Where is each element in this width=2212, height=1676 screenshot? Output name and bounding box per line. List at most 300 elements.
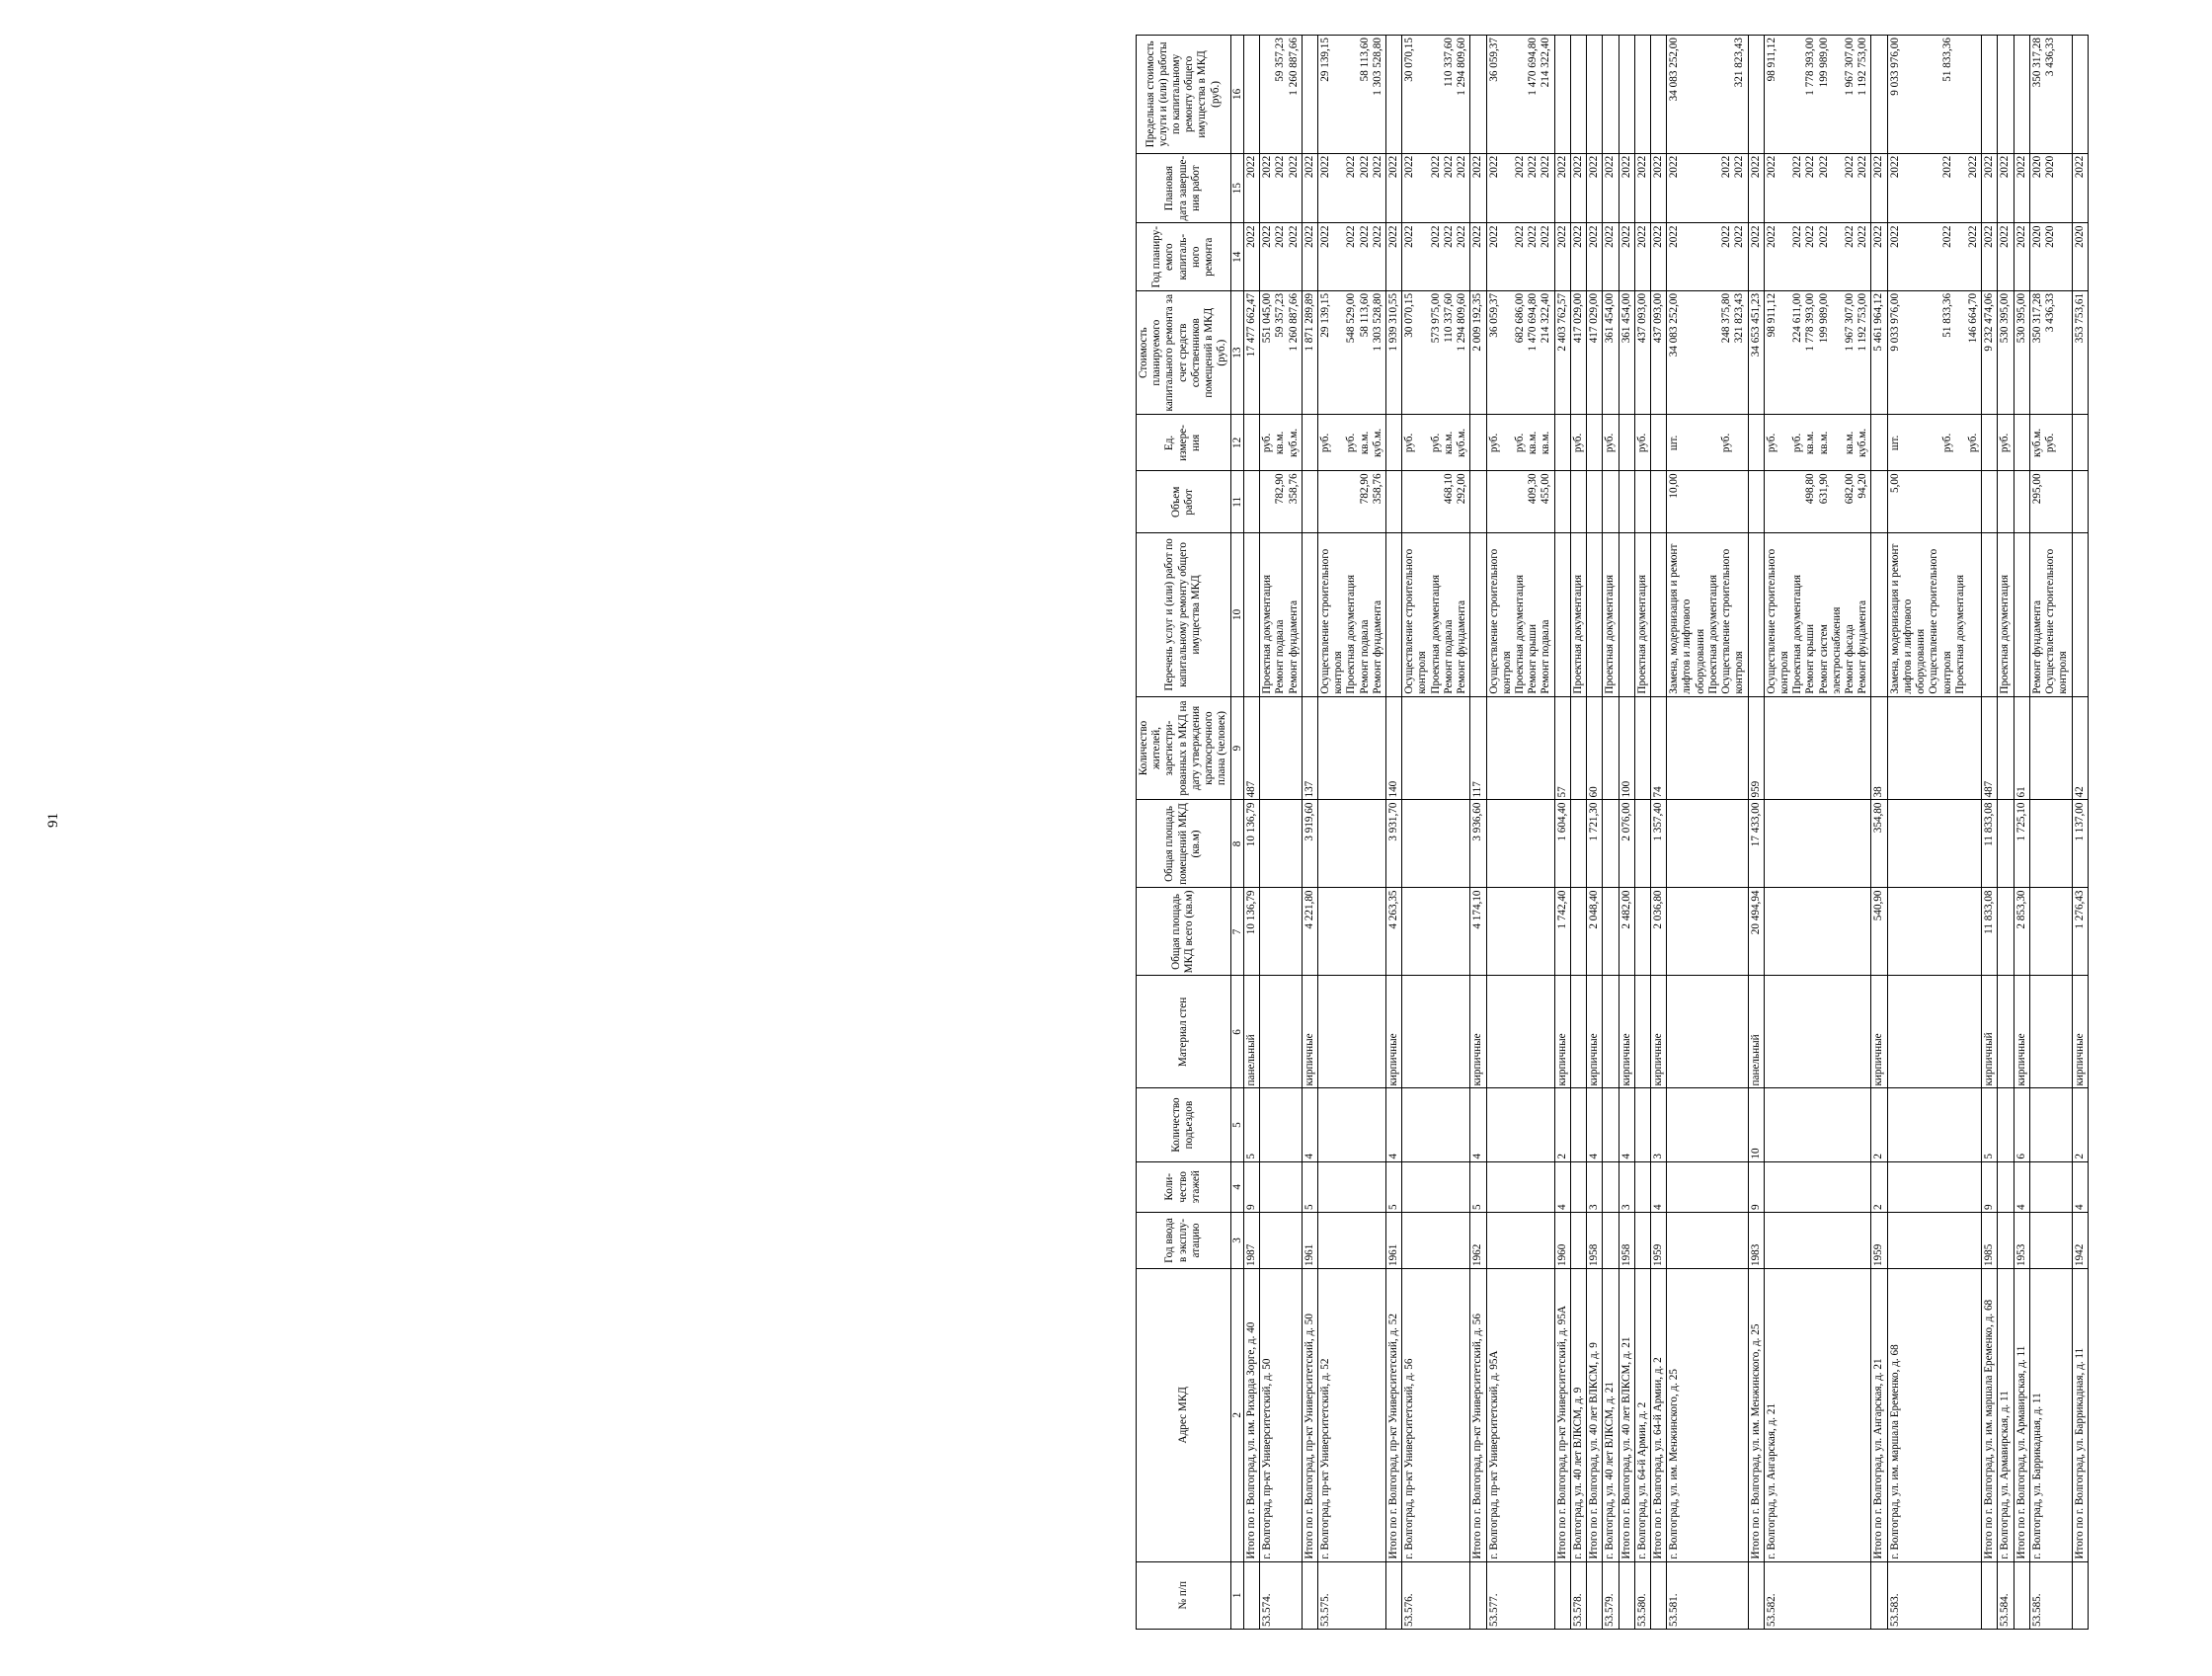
cell-premises-area [1260, 800, 1303, 888]
cell-residents [1634, 696, 1650, 800]
cell-cost: 30 070,15 573 975,00 110 337,60 1 294 809,60 [1402, 290, 1470, 414]
cell-repair-year: 2022 2022 2022 2022 [1317, 223, 1385, 290]
cell-address: г. Волгоград, ул. 64-й Армии, д. 2 [1634, 1269, 1650, 1562]
cell-row-number: 53.576. [1402, 1561, 1470, 1629]
cell-year-built [1998, 1212, 2014, 1268]
cell-completion-date: 2022 [1650, 153, 1666, 223]
cell-floors [1887, 1161, 1982, 1212]
cell-address: Итого по г. Волгоград, пр-кт Университетский, д. 95А [1554, 1269, 1570, 1562]
table-row [1634, 36, 1650, 1630]
cell-repair-year: 2022 [1998, 223, 2014, 290]
cell-year-built: 1987 [1243, 1212, 1259, 1268]
column-header: Коли-чество этажей [1137, 1161, 1231, 1212]
cell-max-cost: 98 911,12 1 778 393,00 199 989,00 1 967 307,00 1 192 753,00 [1764, 36, 1871, 154]
cell-cost: 361 454,00 [1619, 290, 1634, 414]
cell-cost: 417 029,00 [1587, 290, 1603, 414]
cell-entrances [1603, 1088, 1619, 1161]
cell-unit: шт. руб. руб. [1887, 415, 1982, 471]
cell-repair-year: 2022 [1871, 223, 1887, 290]
table-row [1587, 36, 1603, 1630]
cell-residents: 60 [1587, 696, 1603, 800]
cell-address: г. Волгоград, ул. Ангарская, д. 21 [1764, 1269, 1871, 1562]
table-row [1470, 36, 1486, 1630]
cell-work-volume [1603, 471, 1619, 533]
column-number: 6 [1230, 976, 1243, 1088]
cell-residents: 74 [1650, 696, 1666, 800]
cell-completion-date: 2022 [1243, 153, 1259, 223]
cell-premises-area [1634, 800, 1650, 888]
column-header: Стоимость планируемого капитального ремонта за счет средств собственников помещений в МКД (руб.) [1137, 290, 1231, 414]
cell-repair-year: 2022 [1650, 223, 1666, 290]
table-row [1887, 36, 1982, 1630]
table-row [1871, 36, 1887, 1630]
cell-premises-area [1764, 800, 1871, 888]
cell-year-built: 1962 [1470, 1212, 1486, 1268]
cell-address: г. Волгоград, пр-кт Университетский, д. 52 [1317, 1269, 1385, 1562]
cell-wall-material: кирпичные [1302, 976, 1317, 1088]
cell-total-area: 2 853,30 [2014, 888, 2029, 976]
cell-cost: 2 403 762,57 [1554, 290, 1570, 414]
cell-row-number: 53.578. [1570, 1561, 1586, 1629]
column-number: 13 [1230, 290, 1243, 414]
cell-entrances [1667, 1088, 1748, 1161]
cell-max-cost [1619, 36, 1634, 154]
cell-year-built [1764, 1212, 1871, 1268]
cell-cost: 29 139,15 548 529,00 58 113,60 1 303 528,80 [1317, 290, 1385, 414]
cell-unit [1587, 415, 1603, 471]
cell-unit: руб. [1998, 415, 2014, 471]
cell-unit [2014, 415, 2029, 471]
column-number: 16 [1230, 36, 1243, 154]
cell-completion-date: 2022 2022 2022 2022 [1402, 153, 1470, 223]
table-row [1650, 36, 1666, 1630]
cell-total-area [1667, 888, 1748, 976]
cell-floors [1634, 1161, 1650, 1212]
cell-address: Итого по г. Волгоград, ул. им. Менжинского, д. 25 [1748, 1269, 1764, 1562]
cell-unit [1650, 415, 1666, 471]
cell-premises-area [2029, 800, 2072, 888]
cell-row-number: 53.584. [1998, 1561, 2014, 1629]
table-row [1302, 36, 1317, 1630]
cell-work-volume [1998, 471, 2014, 533]
cell-work-volume [1470, 471, 1486, 533]
cell-year-built: 1959 [1650, 1212, 1666, 1268]
cell-premises-area [1887, 800, 1982, 888]
cell-max-cost [1748, 36, 1764, 154]
table-row [1667, 36, 1748, 1630]
cell-works-list [1619, 533, 1634, 696]
cell-cost: 2 009 192,35 [1470, 290, 1486, 414]
cell-year-built: 1958 [1619, 1212, 1634, 1268]
cell-residents [1887, 696, 1982, 800]
cell-repair-year: 2022 [1302, 223, 1317, 290]
cell-wall-material [1887, 976, 1982, 1088]
cell-premises-area: 1 604,40 [1554, 800, 1570, 888]
cell-premises-area: 17 433,00 [1748, 800, 1764, 888]
cell-cost: 437 093,00 [1634, 290, 1650, 414]
table-row [1486, 36, 1554, 1630]
cell-wall-material: кирпичные [1871, 976, 1887, 1088]
cell-works-list: Проектная документация [1998, 533, 2014, 696]
cell-completion-date: 2022 [1302, 153, 1317, 223]
cell-premises-area: 11 833,08 [1982, 800, 1998, 888]
cell-floors: 4 [2014, 1161, 2029, 1212]
cell-wall-material: кирпичные [2014, 976, 2029, 1088]
cell-wall-material [1667, 976, 1748, 1088]
cell-unit [1243, 415, 1259, 471]
cell-max-cost [1243, 36, 1259, 154]
cell-address: Итого по г. Волгоград, ул. 40 лет ВЛКСМ, д. 9 [1587, 1269, 1603, 1562]
cell-residents [1603, 696, 1619, 800]
cell-completion-date: 2022 [1386, 153, 1402, 223]
cell-floors [1570, 1161, 1586, 1212]
cell-year-built: 1959 [1871, 1212, 1887, 1268]
cell-wall-material [1603, 976, 1619, 1088]
cell-address: г. Волгоград, пр-кт Университетский, д. 95А [1486, 1269, 1554, 1562]
cell-entrances: 2 [1871, 1088, 1887, 1161]
cell-residents [1402, 696, 1470, 800]
cell-address: Итого по г. Волгоград, ул. им. маршала Еременко, д. 68 [1982, 1269, 1998, 1562]
cell-residents [1998, 696, 2014, 800]
cell-premises-area: 1 357,40 [1650, 800, 1666, 888]
cell-work-volume: 5,00 [1887, 471, 1982, 533]
cell-year-built [1317, 1212, 1385, 1268]
cell-cost: 551 045,00 59 357,23 1 260 887,66 [1260, 290, 1303, 414]
cell-repair-year: 2022 [1587, 223, 1603, 290]
table-row [1570, 36, 1586, 1630]
table-row [1619, 36, 1634, 1630]
cell-wall-material: кирпичные [2072, 976, 2088, 1088]
cell-premises-area: 2 076,00 [1619, 800, 1634, 888]
cell-completion-date: 2022 2022 2022 [1887, 153, 1982, 223]
cell-residents [2029, 696, 2072, 800]
cell-wall-material [1764, 976, 1871, 1088]
cell-cost: 530 395,00 [2014, 290, 2029, 414]
cell-works-list: Осуществление строительного контроля Проектная документация Ремонт подвала Ремонт фундамента [1402, 533, 1470, 696]
cell-max-cost [1603, 36, 1619, 154]
cell-max-cost [1570, 36, 1586, 154]
cell-repair-year: 2022 [1243, 223, 1259, 290]
cell-premises-area: 3 931,70 [1386, 800, 1402, 888]
cell-work-volume [1554, 471, 1570, 533]
cell-row-number: 53.577. [1486, 1561, 1554, 1629]
cell-premises-area [1667, 800, 1748, 888]
cell-floors [1260, 1161, 1303, 1212]
cell-work-volume [1386, 471, 1402, 533]
cell-residents: 42 [2072, 696, 2088, 800]
cell-row-number [1587, 1561, 1603, 1629]
cell-row-number [1871, 1561, 1887, 1629]
cell-address: г. Волгоград, ул. 40 лет ВЛКСМ, д. 9 [1570, 1269, 1586, 1562]
cell-wall-material [2029, 976, 2072, 1088]
cell-entrances: 4 [1587, 1088, 1603, 1161]
cell-work-volume: 295,00 [2029, 471, 2072, 533]
cell-premises-area: 3 919,60 [1302, 800, 1317, 888]
table-row [1998, 36, 2014, 1630]
cell-works-list [1243, 533, 1259, 696]
cell-wall-material: панельный [1748, 976, 1764, 1088]
cell-residents: 100 [1619, 696, 1634, 800]
cell-wall-material: панельный [1243, 976, 1259, 1088]
cell-max-cost [1386, 36, 1402, 154]
cell-floors: 4 [1650, 1161, 1666, 1212]
cell-max-cost [1998, 36, 2014, 154]
cell-works-list: Замена, модернизация и ремонт лифтов и лифтового оборудования Проектная документация Осуществление строительного контроля [1667, 533, 1748, 696]
cell-work-volume [1570, 471, 1586, 533]
cell-cost: 437 093,00 [1650, 290, 1666, 414]
cell-unit: руб. руб. кв.м. куб.м. [1317, 415, 1385, 471]
cell-completion-date: 2022 [2072, 153, 2088, 223]
cell-cost: 350 317,28 3 436,33 [2029, 290, 2072, 414]
cell-work-volume [1871, 471, 1887, 533]
cell-completion-date: 2022 [1998, 153, 2014, 223]
cell-floors: 9 [1748, 1161, 1764, 1212]
cell-premises-area: 1 721,30 [1587, 800, 1603, 888]
capital-repair-table [1136, 35, 2089, 1630]
cell-max-cost: 29 139,15 58 113,60 1 303 528,80 [1317, 36, 1385, 154]
cell-wall-material [1260, 976, 1303, 1088]
cell-completion-date: 2022 [2014, 153, 2029, 223]
cell-repair-year: 2022 [1386, 223, 1402, 290]
cell-address: Итого по г. Волгоград, ул. Армавирская, д. 11 [2014, 1269, 2029, 1562]
cell-works-list [1386, 533, 1402, 696]
cell-year-built: 1942 [2072, 1212, 2088, 1268]
cell-total-area [1260, 888, 1303, 976]
cell-address: Итого по г. Волгоград, ул. Ангарская, д. 21 [1871, 1269, 1887, 1562]
cell-floors [1317, 1161, 1385, 1212]
cell-address: Итого по г. Волгоград, пр-кт Университетский, д. 50 [1302, 1269, 1317, 1562]
column-header: Предельная стоимость услуги и (или) работы по капитальному ремонту общего имущества в МКД (руб.) [1137, 36, 1231, 154]
cell-row-number [1302, 1561, 1317, 1629]
cell-residents: 57 [1554, 696, 1570, 800]
cell-repair-year: 2022 2022 2022 [1260, 223, 1303, 290]
cell-works-list [1587, 533, 1603, 696]
cell-address: Итого по г. Волгоград, ул. им. Рихарда Зорге, д. 40 [1243, 1269, 1259, 1562]
cell-completion-date: 2022 [1619, 153, 1634, 223]
cell-completion-date: 2022 [1570, 153, 1586, 223]
table-row [2029, 36, 2072, 1630]
table-row [1764, 36, 1871, 1630]
cell-entrances [1887, 1088, 1982, 1161]
cell-premises-area [1998, 800, 2014, 888]
cell-completion-date: 2022 2022 2022 [1667, 153, 1748, 223]
cell-completion-date: 2022 [1982, 153, 1998, 223]
cell-cost: 34 653 451,23 [1748, 290, 1764, 414]
cell-year-built [1486, 1212, 1554, 1268]
cell-row-number [1554, 1561, 1570, 1629]
cell-wall-material [1998, 976, 2014, 1088]
cell-works-list [1554, 533, 1570, 696]
cell-floors: 5 [1386, 1161, 1402, 1212]
cell-works-list: Проектная документация Ремонт подвала Ремонт фундамента [1260, 533, 1303, 696]
cell-cost: 98 911,12 224 611,00 1 778 393,00 199 989,00 1 967 307,00 1 192 753,00 [1764, 290, 1871, 414]
cell-row-number: 53.574. [1260, 1561, 1303, 1629]
cell-work-volume: 10,00 [1667, 471, 1748, 533]
cell-work-volume [1650, 471, 1666, 533]
cell-wall-material [1570, 976, 1586, 1088]
cell-address: Итого по г. Волгоград, ул. Баррикадная, д. 11 [2072, 1269, 2088, 1562]
cell-floors [1998, 1161, 2014, 1212]
cell-work-volume [1619, 471, 1634, 533]
cell-year-built [1667, 1212, 1748, 1268]
cell-year-built [1603, 1212, 1619, 1268]
cell-premises-area: 10 136,79 [1243, 800, 1259, 888]
cell-completion-date: 2022 [1603, 153, 1619, 223]
page-number: 91 [45, 813, 61, 828]
cell-premises-area: 1 725,10 [2014, 800, 2029, 888]
cell-cost: 36 059,37 682 686,00 1 470 694,80 214 322,40 [1486, 290, 1554, 414]
cell-premises-area: 354,80 [1871, 800, 1887, 888]
cell-total-area: 4 221,80 [1302, 888, 1317, 976]
cell-unit: руб. [1603, 415, 1619, 471]
cell-floors: 3 [1619, 1161, 1634, 1212]
cell-premises-area [1486, 800, 1554, 888]
cell-entrances [1402, 1088, 1470, 1161]
cell-entrances: 2 [2072, 1088, 2088, 1161]
cell-unit: руб. руб. кв.м. кв.м. кв.м. куб.м. [1764, 415, 1871, 471]
cell-unit: шт. руб. [1667, 415, 1748, 471]
cell-entrances: 6 [2014, 1088, 2029, 1161]
cell-entrances: 4 [1302, 1088, 1317, 1161]
cell-cost: 5 461 964,12 [1871, 290, 1887, 414]
cell-row-number [1748, 1561, 1764, 1629]
cell-row-number: 53.579. [1603, 1561, 1619, 1629]
table-row [1386, 36, 1402, 1630]
column-header: Год планиру-емого капиталь-ного ремонта [1137, 223, 1231, 290]
cell-total-area: 4 263,35 [1386, 888, 1402, 976]
cell-year-built [1570, 1212, 1586, 1268]
cell-wall-material [1486, 976, 1554, 1088]
cell-completion-date: 2020 2020 [2029, 153, 2072, 223]
cell-total-area: 2 048,40 [1587, 888, 1603, 976]
cell-wall-material [1317, 976, 1385, 1088]
cell-row-number: 53.583. [1887, 1561, 1982, 1629]
cell-works-list [1748, 533, 1764, 696]
column-header: Количество подъездов [1137, 1088, 1231, 1161]
cell-year-built: 1953 [2014, 1212, 2029, 1268]
column-header: Количество жителей, зарегистри-рованных в МКД на дату утверждения краткосрочного плана (человек) [1137, 696, 1231, 800]
cell-total-area [1570, 888, 1586, 976]
cell-floors [1667, 1161, 1748, 1212]
cell-wall-material: кирпичные [1619, 976, 1634, 1088]
cell-row-number [1650, 1561, 1666, 1629]
cell-address: Итого по г. Волгоград, ул. 64-й Армии, д. 2 [1650, 1269, 1666, 1562]
cell-wall-material: кирпичные [1386, 976, 1402, 1088]
cell-completion-date: 2022 [1587, 153, 1603, 223]
cell-works-list [1302, 533, 1317, 696]
cell-entrances [1260, 1088, 1303, 1161]
cell-wall-material: кирпичные [1587, 976, 1603, 1088]
rotated-table-container [1136, 35, 2212, 1630]
cell-unit: руб. [1634, 415, 1650, 471]
cell-floors [1764, 1161, 1871, 1212]
cell-entrances [1486, 1088, 1554, 1161]
cell-entrances [2029, 1088, 2072, 1161]
cell-max-cost: 34 083 252,00 321 823,43 [1667, 36, 1748, 154]
cell-work-volume [1982, 471, 1998, 533]
cell-unit [1470, 415, 1486, 471]
cell-year-built [2029, 1212, 2072, 1268]
cell-repair-year: 2022 2022 2022 [1667, 223, 1748, 290]
cell-total-area: 1 742,40 [1554, 888, 1570, 976]
cell-completion-date: 2022 [1634, 153, 1650, 223]
cell-repair-year: 2020 [2072, 223, 2088, 290]
cell-year-built [1402, 1212, 1470, 1268]
column-number: 1 [1230, 1561, 1243, 1629]
cell-max-cost [2014, 36, 2029, 154]
cell-total-area [1764, 888, 1871, 976]
cell-repair-year: 2022 [1470, 223, 1486, 290]
cell-floors: 4 [2072, 1161, 2088, 1212]
cell-works-list [1470, 533, 1486, 696]
cell-entrances [1764, 1088, 1871, 1161]
cell-work-volume [1634, 471, 1650, 533]
cell-address: Итого по г. Волгоград, пр-кт Университетский, д. 56 [1470, 1269, 1486, 1562]
cell-year-built: 1961 [1386, 1212, 1402, 1268]
cell-total-area: 1 276,43 [2072, 888, 2088, 976]
cell-unit [1871, 415, 1887, 471]
column-number: 4 [1230, 1161, 1243, 1212]
cell-entrances: 4 [1470, 1088, 1486, 1161]
cell-premises-area: 1 137,00 [2072, 800, 2088, 888]
cell-year-built: 1985 [1982, 1212, 1998, 1268]
cell-premises-area: 3 936,60 [1470, 800, 1486, 888]
cell-floors: 2 [1871, 1161, 1887, 1212]
table-row [1243, 36, 1259, 1630]
cell-residents [1260, 696, 1303, 800]
cell-work-volume [1587, 471, 1603, 533]
cell-repair-year: 2020 2020 [2029, 223, 2072, 290]
cell-works-list: Замена, модернизация и ремонт лифтов и лифтового оборудования Осуществление строительного контроля Проектная документация [1887, 533, 1982, 696]
cell-work-volume: 498,80 631,90 682,00 94,20 [1764, 471, 1871, 533]
cell-premises-area [1603, 800, 1619, 888]
column-header: Год ввода в эксплу-атацию [1137, 1212, 1231, 1268]
cell-repair-year: 2022 2022 2022 2022 [1486, 223, 1554, 290]
cell-floors: 9 [1982, 1161, 1998, 1212]
cell-max-cost: 59 357,23 1 260 887,66 [1260, 36, 1303, 154]
cell-completion-date: 2022 [1554, 153, 1570, 223]
column-number: 10 [1230, 533, 1243, 696]
cell-floors: 9 [1243, 1161, 1259, 1212]
cell-total-area [1998, 888, 2014, 976]
cell-works-list: Осуществление строительного контроля Проектная документация Ремонт крыши Ремонт систем электроснабжения Ремонт фасада Ремонт фундамента [1764, 533, 1871, 696]
cell-year-built: 1958 [1587, 1212, 1603, 1268]
cell-residents [1486, 696, 1554, 800]
cell-work-volume: 782,90 358,76 [1317, 471, 1385, 533]
cell-total-area: 4 174,10 [1470, 888, 1486, 976]
cell-cost: 9 232 474,06 [1982, 290, 1998, 414]
cell-residents [1764, 696, 1871, 800]
cell-address: г. Волгоград, пр-кт Университетский, д. 56 [1402, 1269, 1470, 1562]
cell-works-list [1871, 533, 1887, 696]
column-header: Ед. измере-ния [1137, 415, 1231, 471]
cell-year-built [1887, 1212, 1982, 1268]
column-number-row [1230, 36, 1243, 1630]
cell-max-cost: 36 059,37 1 470 694,80 214 322,40 [1486, 36, 1554, 154]
cell-repair-year: 2022 [1619, 223, 1634, 290]
cell-floors: 5 [1302, 1161, 1317, 1212]
cell-row-number: 53.581. [1667, 1561, 1748, 1629]
cell-wall-material: кирпичные [1470, 976, 1486, 1088]
cell-repair-year: 2022 [1603, 223, 1619, 290]
cell-total-area: 20 494,94 [1748, 888, 1764, 976]
cell-max-cost [1302, 36, 1317, 154]
cell-repair-year: 2022 [1982, 223, 1998, 290]
cell-entrances [1570, 1088, 1586, 1161]
column-header: Объем работ [1137, 471, 1231, 533]
cell-unit: руб. руб. кв.м. куб.м. [1402, 415, 1470, 471]
cell-work-volume: 468,10 292,00 [1402, 471, 1470, 533]
